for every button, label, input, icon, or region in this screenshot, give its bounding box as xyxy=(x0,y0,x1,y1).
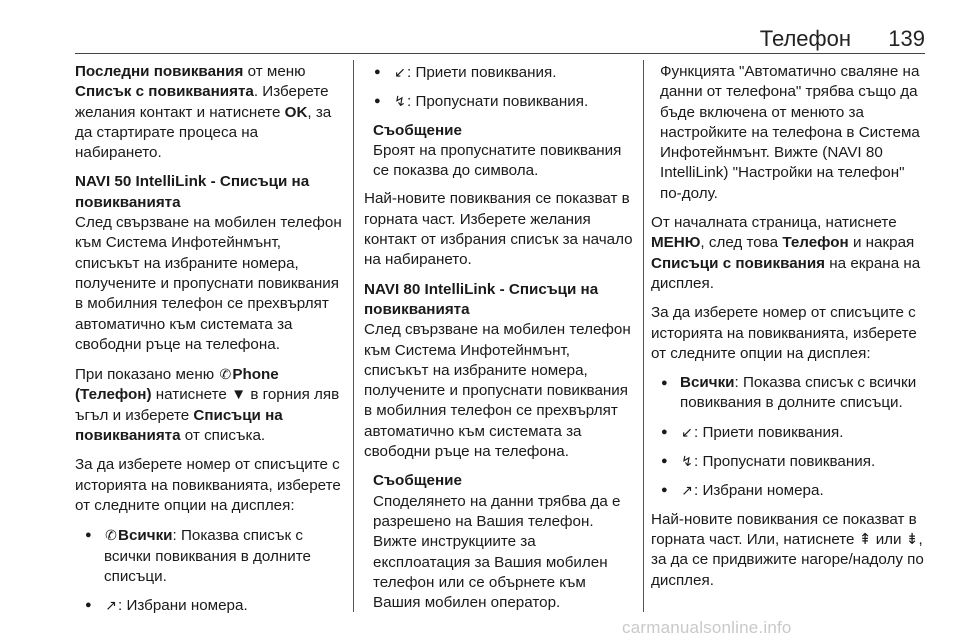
scroll-up-icon: ⇞ xyxy=(858,530,872,548)
section-heading: NAVI 80 IntelliLink - Списъци на повикванията xyxy=(364,280,599,318)
column-2 xyxy=(364,62,636,621)
header-divider xyxy=(75,53,925,54)
page-number: 139 xyxy=(888,26,925,51)
list-item: ● ↯: Пропуснати повиквания. xyxy=(364,91,636,112)
missed-call-icon: ↯ xyxy=(681,453,693,470)
missed-call-icon: ↯ xyxy=(394,93,406,110)
section-heading: NAVI 50 IntelliLink - Списъци на повикванията xyxy=(75,173,310,211)
paragraph: При показано меню ✆Phone (Телефон) натиснете ▼ в горния ляв ъгъл и изберете Списъци на повикванията от списъка. xyxy=(75,366,340,445)
paragraph: След свързване на мобилен телефон към Система Инфотейнмънт, списъкът на избраните номера, получените и пропуснати повиквания в мобилния телефон се прехвърлят автоматично към системата за свободни ръце на телефона. xyxy=(364,321,631,461)
column-1 xyxy=(75,62,347,624)
received-call-icon: ↙ xyxy=(394,64,406,80)
list-item: ● ↙: Приети повиквания. xyxy=(364,62,636,83)
paragraph: Най-новите повиквания се показват в горната част. Или, натиснете ⇞ или ⇟, за да се придвижите нагоре/надолу по дисплея. xyxy=(651,510,924,589)
paragraph: Последни повиквания от меню Списък с повикванията. Изберете желания контакт и натиснете OK, за да стартирате процеса на набирането. xyxy=(75,63,332,162)
scroll-down-icon: ⇟ xyxy=(905,530,919,548)
note-heading: Съобщение xyxy=(373,472,462,490)
received-call-icon: ↙ xyxy=(681,423,693,440)
phone-icon: ✆ xyxy=(105,527,117,544)
column-3 xyxy=(651,62,929,600)
dropdown-triangle-icon: ▼ xyxy=(231,386,247,404)
paragraph: След свързване на мобилен телефон към Система Инфотейнмънт, списъкът на избраните номера, получените и пропуснати повиквания в мобилния телефон се прехвърлят автоматично към системата за свободни ръце на телефона. xyxy=(75,214,342,353)
paragraph: От началната страница, натиснете МЕНЮ, след това Телефон и накрая Списъци с повиквания на екрана на дисплея. xyxy=(651,214,921,292)
list-item: ● ↗: Избрани номера. xyxy=(75,595,347,616)
column-divider xyxy=(353,60,354,612)
list-item: ● ↙: Приети повиквания. xyxy=(651,422,929,443)
page-header xyxy=(75,0,925,50)
watermark: carmanualsonline.info xyxy=(622,618,792,637)
dialed-call-icon: ↗ xyxy=(105,597,117,614)
dialed-call-icon: ↗ xyxy=(681,482,693,499)
list-item: ● ✆Всички: Показва списък с всички повиквания в долните списъци. xyxy=(75,525,347,587)
list-item: ● ↯: Пропуснати повиквания. xyxy=(651,451,929,472)
note-text: Споделянето на данни трябва да е разрешено на Вашия телефон. Вижте инструкциите за експлоатация за Вашия мобилен телефон или се обърнете към Вашия мобилен оператор. xyxy=(373,492,621,612)
note-box xyxy=(364,121,636,182)
paragraph: Функцията "Автоматично сваляне на данни от телефона" трябва също да бъде включена от менюто за настройките на телефона в Система Инфотейнмънт. Вижте (NAVI 80 IntelliLink) "Настройки на телефон" по-долу. xyxy=(660,63,920,202)
phone-icon: ✆ xyxy=(219,366,232,383)
note-heading: Съобщение xyxy=(373,121,462,139)
note-box xyxy=(364,471,636,613)
paragraph: Най-новите повиквания се показват в горната част. Изберете желания контакт от избрания списък за начало на набирането. xyxy=(364,190,633,269)
list-item: ● ↗: Избрани номера. xyxy=(651,480,929,501)
section-title: Телефон xyxy=(759,26,851,51)
list-item: ● Всички: Показва списък с всички повиквания в долните списъци. xyxy=(651,373,929,414)
paragraph: За да изберете номер от списъците с историята на повикванията, изберете от следните опции на дисплея: xyxy=(651,304,917,362)
column-divider xyxy=(643,60,644,612)
paragraph: За да изберете номер от списъците с историята на повикванията, изберете от следните опции на дисплея: xyxy=(75,456,341,514)
note-text: Броят на пропуснатите повиквания се показва до символа. xyxy=(373,141,622,180)
